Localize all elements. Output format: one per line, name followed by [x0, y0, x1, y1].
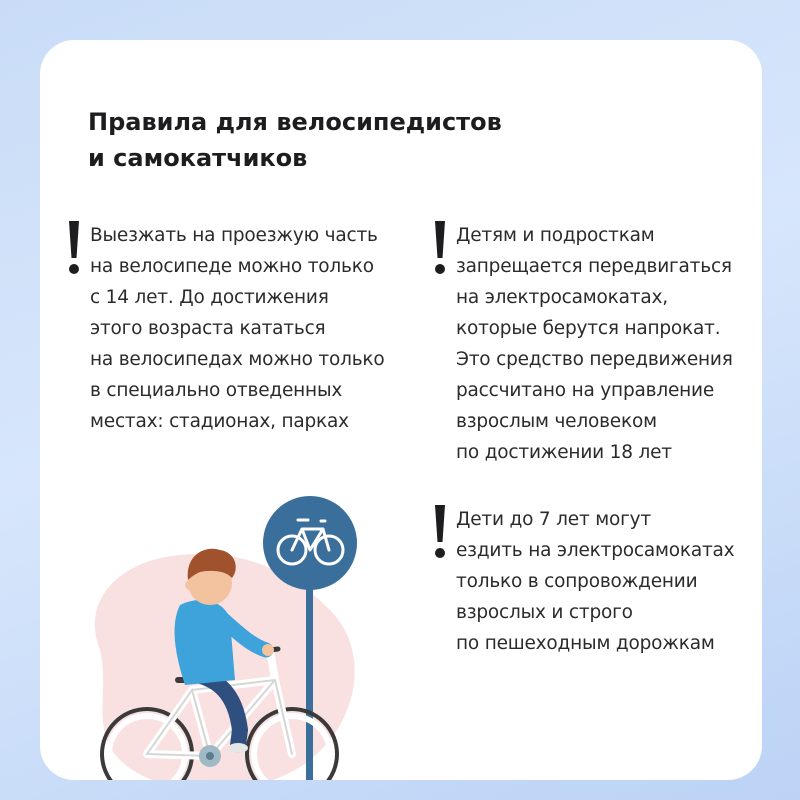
exclamation-icon: [432, 502, 448, 562]
sign-pole: [306, 580, 313, 780]
rule-text: Выезжать на проезжую часть на велосипеде можно только с 14 лет. До достижения этого возраста кататься на велосипедах можно только в специально отведенных местах: стадионах, парках: [90, 225, 385, 432]
background-blob: [95, 554, 355, 780]
rule-text: Детям и подросткам запрещается передвигаться на электросамокатах, которые берутся напрокат. Это средство передвижения рассчитано на управление взрослым человеком по достижении 18 лет: [456, 225, 733, 463]
info-card: [40, 40, 762, 780]
exclamation-icon: [432, 218, 448, 278]
exclamation-icon: [66, 218, 82, 278]
bicycle-front-wheel: [247, 709, 337, 780]
rule-text: Дети до 7 лет могут ездить на электросамокатах только в сопровождении взрослых и строго по пешеходным дорожкам: [456, 509, 735, 654]
child-head: [188, 561, 232, 605]
bicycle-sign-icon: [263, 496, 357, 590]
child-jacket: [175, 600, 235, 685]
bicycle-rear-wheel: [102, 709, 192, 780]
bicycle-frame: [147, 650, 292, 756]
page-title: Правила для велосипедистов и самокатчиков: [88, 108, 502, 172]
